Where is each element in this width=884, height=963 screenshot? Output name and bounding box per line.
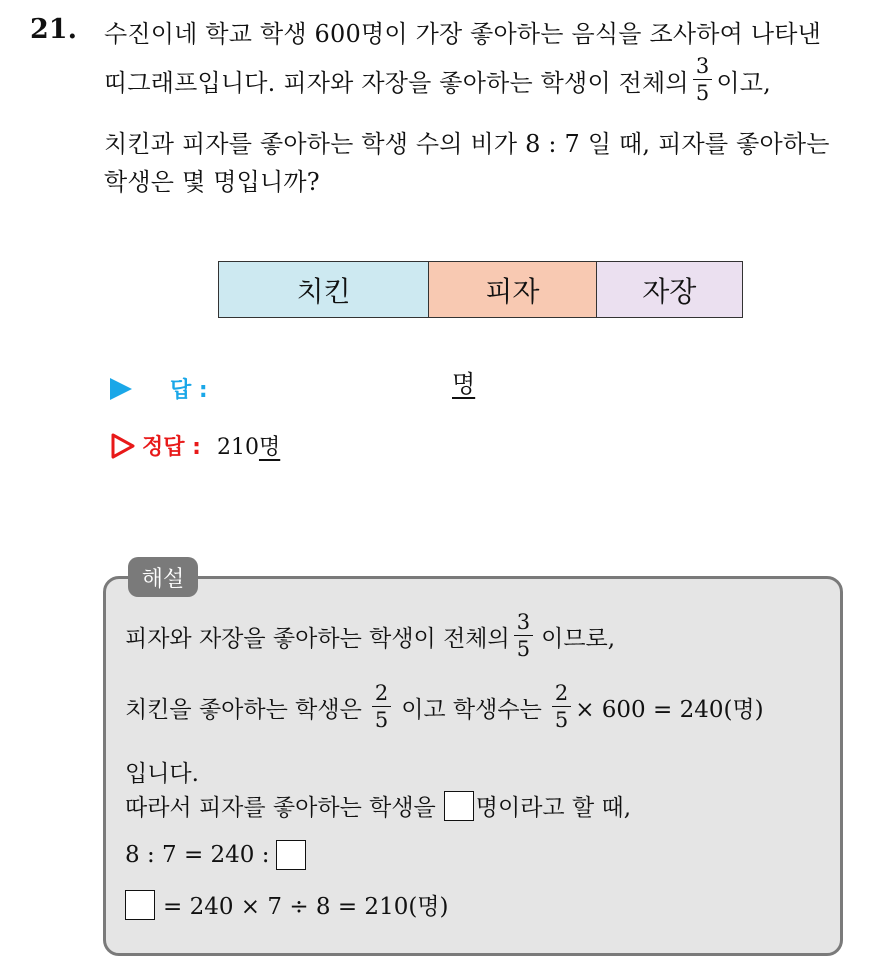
tape-graph	[218, 261, 743, 318]
explanation-line-1-text-b: 이므로,	[541, 625, 616, 652]
explanation-tag: 해설	[128, 557, 198, 597]
explanation-line-5-text: 8 : 7 = 240 :	[125, 842, 270, 868]
explanation-fraction-2	[372, 683, 391, 731]
question-line-1: 수진이네 학교 학생 600명이 가장 좋아하는 음식을 조사하여 나타낸	[104, 20, 822, 48]
blank-box	[444, 791, 474, 821]
explanation-line-1	[125, 612, 615, 660]
blank-box	[276, 840, 306, 870]
fraction-numerator: 2	[372, 683, 391, 707]
explanation-line-1-text-a: 피자와 자장을 좋아하는 학생이 전체의	[125, 625, 510, 652]
fraction-numerator: 2	[552, 683, 571, 707]
explanation-line-6	[125, 888, 449, 921]
hollow-arrow-icon	[110, 432, 136, 460]
tape-segment-3: 자장	[596, 262, 742, 317]
tape-segment-2: 피자	[428, 262, 595, 317]
answer-row	[110, 373, 208, 404]
question-line-2-text-a: 띠그래프입니다. 피자와 자장을 좋아하는 학생이 전체의	[104, 68, 689, 97]
question-fraction	[693, 56, 713, 104]
explanation-line-6-text: = 240 × 7 ÷ 8 = 210(명)	[163, 894, 449, 920]
correct-answer-label: 정답 :	[142, 435, 201, 460]
explanation-line-4-text-b: 명이라고 할 때,	[475, 795, 632, 821]
explanation-line-4-text-a: 따라서 피자를 좋아하는 학생을	[125, 795, 436, 821]
explanation-line-2-text-b: 이고 학생수는	[401, 696, 542, 723]
explanation-fraction-3	[552, 683, 571, 731]
question-line-4: 학생은 몇 명입니까?	[104, 168, 320, 196]
fraction-denominator: 5	[695, 81, 710, 105]
tape-segment-1: 치킨	[219, 262, 428, 317]
fraction-denominator: 5	[554, 708, 569, 732]
correct-answer-unit: 명	[258, 435, 281, 460]
blank-box	[125, 890, 155, 920]
explanation-fraction-1	[514, 612, 533, 660]
explanation-line-2-text-a: 치킨을 좋아하는 학생은	[125, 696, 362, 723]
explanation-line-2-text-c: × 600 = 240(명)	[575, 696, 764, 723]
fraction-denominator: 5	[374, 708, 389, 732]
question-line-2-text-b: 이고,	[716, 68, 771, 97]
correct-answer-row	[110, 430, 280, 461]
question-line-3: 치킨과 피자를 좋아하는 학생 수의 비가 8 : 7 일 때, 피자를 좋아하는	[104, 130, 830, 158]
correct-answer-value	[217, 430, 280, 461]
question-number: 21.	[30, 14, 77, 45]
explanation-line-4	[125, 789, 631, 822]
fraction-denominator: 5	[516, 637, 531, 661]
question-line-2	[104, 56, 771, 104]
explanation-line-5	[125, 840, 306, 870]
answer-unit: 명	[452, 370, 476, 398]
explanation-line-3: 입니다.	[125, 761, 199, 787]
explanation-line-2	[125, 683, 764, 731]
answer-label: 답 :	[170, 378, 208, 403]
fraction-numerator: 3	[693, 56, 713, 80]
fraction-numerator: 3	[514, 612, 533, 636]
play-arrow-icon	[110, 378, 132, 400]
correct-answer-number: 210	[216, 435, 259, 460]
